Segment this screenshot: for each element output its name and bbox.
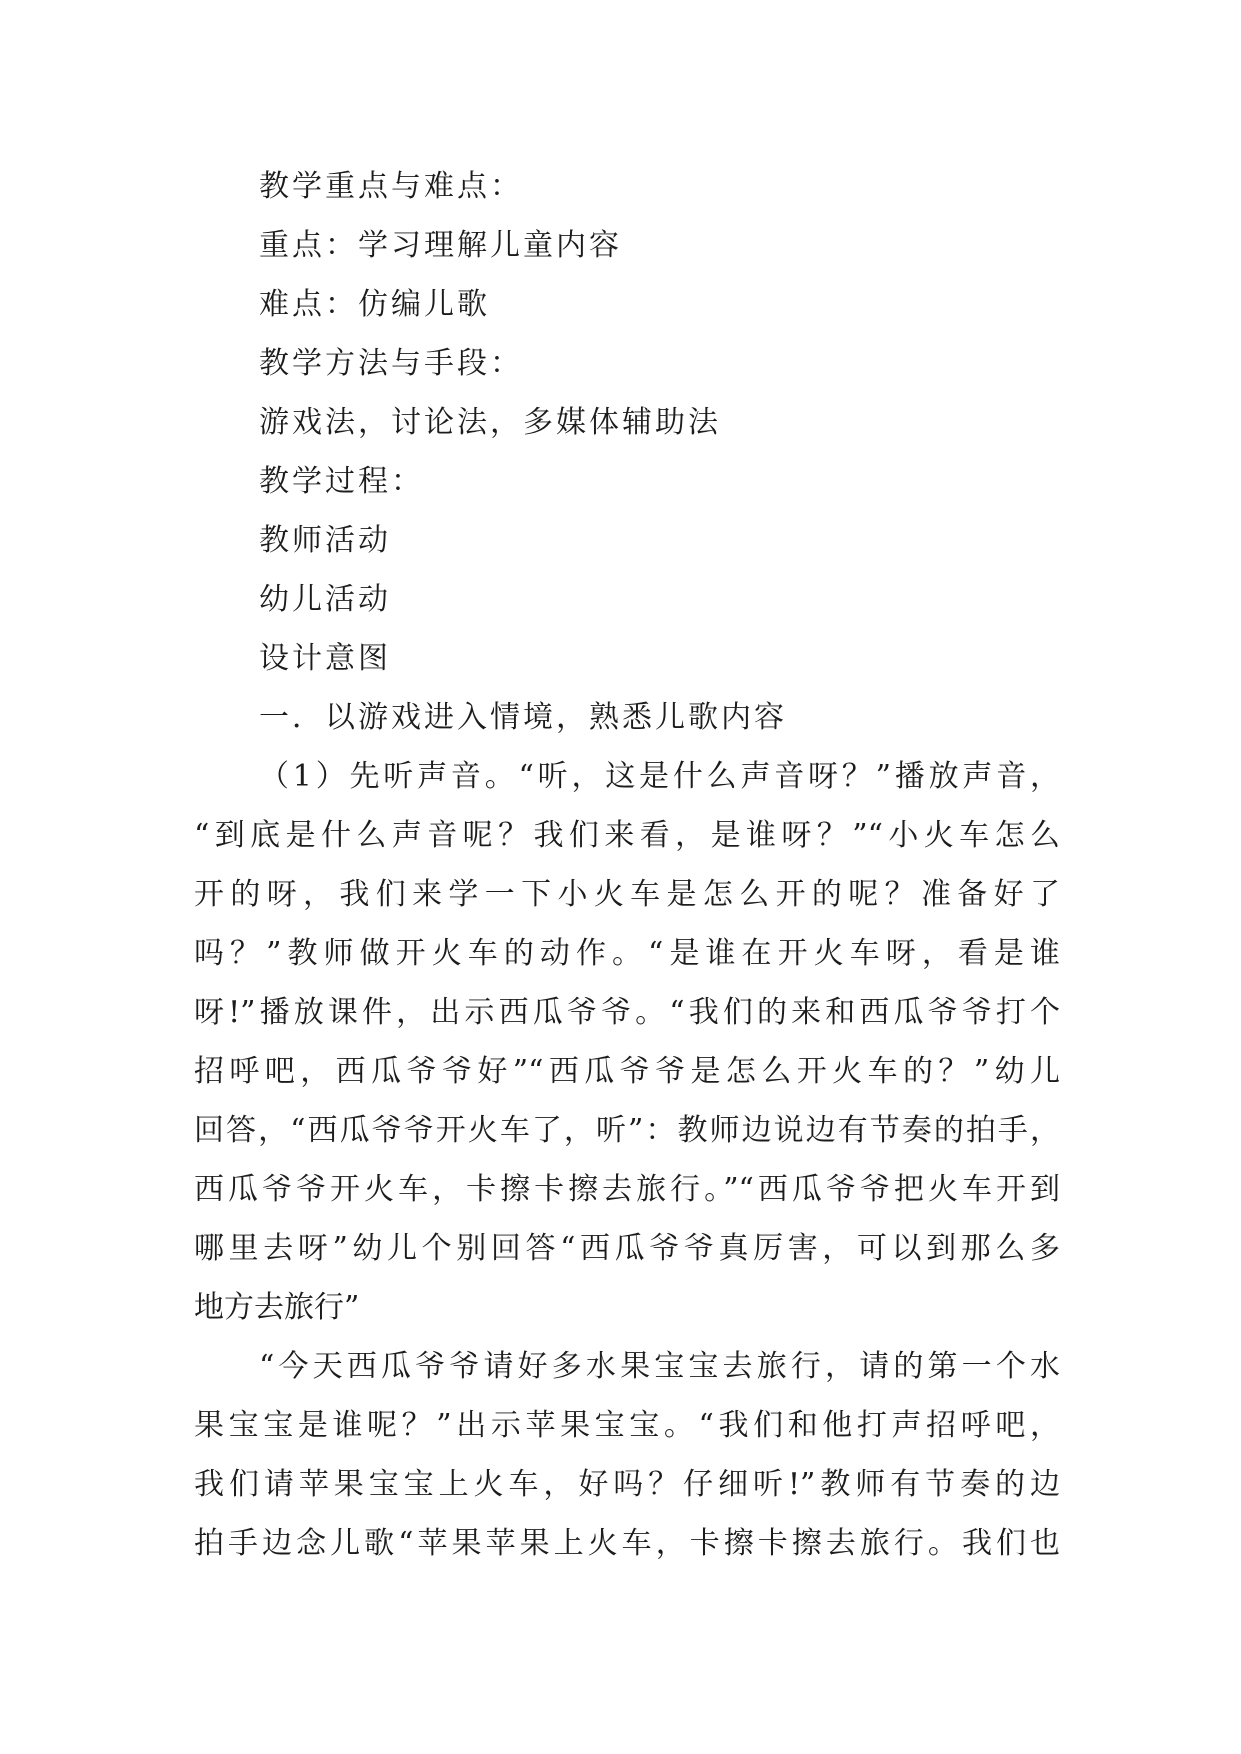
- design-intent-label: 设计意图: [259, 641, 391, 676]
- heading-key-points: 教学重点与难点：: [259, 169, 523, 204]
- paragraph-line: 回答，“西瓜爷爷开火车了，听”：教师边说边有节奏的拍手，: [194, 1113, 1060, 1148]
- paragraph-line: （1）先听声音。“听，这是什么声音呀？”播放声音，: [259, 759, 1060, 794]
- heading-process: 教学过程：: [259, 464, 424, 499]
- paragraph-line: 我们请苹果宝宝上火车，好吗？仔细听!”教师有节奏的边: [194, 1467, 1060, 1502]
- teacher-activity-label: 教师活动: [259, 523, 391, 558]
- methods-line: 游戏法，讨论法，多媒体辅助法: [259, 405, 721, 440]
- key-point-line: 重点：学习理解儿童内容: [259, 228, 622, 263]
- paragraph-line: 西瓜爷爷开火车，卡擦卡擦去旅行。”“西瓜爷爷把火车开到: [194, 1172, 1060, 1207]
- paragraph-line: “到底是什么声音呢？我们来看，是谁呀？”“小火车怎么: [194, 818, 1060, 853]
- paragraph: [194, 747, 1060, 1337]
- paragraph-line: 呀!”播放课件，出示西瓜爷爷。“我们的来和西瓜爷爷打个: [194, 995, 1060, 1030]
- heading-methods: 教学方法与手段：: [259, 346, 523, 381]
- child-activity-label: 幼儿活动: [259, 582, 391, 617]
- paragraph: [194, 1337, 1060, 1573]
- paragraph-line: 招呼吧，西瓜爷爷好”“西瓜爷爷是怎么开火车的？”幼儿: [194, 1054, 1060, 1089]
- paragraph-line: 吗？”教师做开火车的动作。“是谁在开火车呀，看是谁: [194, 936, 1060, 971]
- paragraph-line: 地方去旅行”: [194, 1290, 360, 1325]
- difficulty-line: 难点：仿编儿歌: [259, 287, 490, 322]
- paragraph-line: 拍手边念儿歌“苹果苹果上火车，卡擦卡擦去旅行。我们也: [194, 1526, 1060, 1561]
- paragraph-line: 果宝宝是谁呢？”出示苹果宝宝。“我们和他打声招呼吧，: [194, 1408, 1060, 1443]
- paragraph-line: “今天西瓜爷爷请好多水果宝宝去旅行，请的第一个水: [259, 1349, 1060, 1384]
- document-body: [194, 157, 1060, 1573]
- paragraph-line: 开的呀，我们来学一下小火车是怎么开的呢？准备好了: [194, 877, 1060, 912]
- paragraph-line: 哪里去呀”幼儿个别回答“西瓜爷爷真厉害，可以到那么多: [194, 1231, 1060, 1266]
- section-one-heading: 一．以游戏进入情境，熟悉儿歌内容: [259, 700, 787, 735]
